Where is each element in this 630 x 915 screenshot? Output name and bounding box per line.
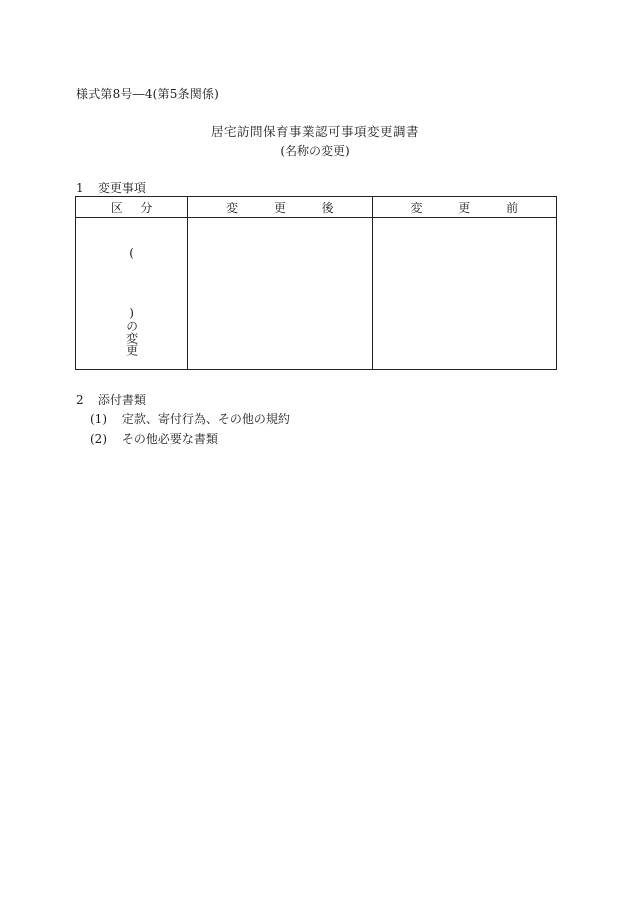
table-header-row xyxy=(76,197,557,218)
section-number: 1 xyxy=(76,181,84,195)
document-title: 居宅訪問保育事業認可事項変更調書 xyxy=(210,124,419,139)
header-char: 変 xyxy=(226,200,239,215)
close-text: )の変更 xyxy=(124,306,139,356)
header-before xyxy=(372,197,556,218)
section-title: 添付書類 xyxy=(97,393,146,407)
item-number: (1) xyxy=(90,412,107,426)
document-subtitle: (名称の変更) xyxy=(280,144,350,158)
changes-table xyxy=(75,196,557,370)
header-char: 変 xyxy=(410,200,423,215)
header-char: 前 xyxy=(506,200,519,215)
item-number: (2) xyxy=(90,432,107,446)
section-2-heading xyxy=(76,391,146,408)
category-cell xyxy=(76,218,188,370)
table-row xyxy=(76,218,557,370)
list-item xyxy=(90,410,290,427)
list-item xyxy=(90,430,218,447)
after-value-cell[interactable] xyxy=(188,218,372,370)
category-vertical-text xyxy=(126,246,138,356)
section-title: 変更事項 xyxy=(97,181,146,195)
header-char: 更 xyxy=(273,200,286,215)
section-1-heading xyxy=(76,179,146,196)
header-char: 更 xyxy=(458,200,471,215)
section-number: 2 xyxy=(76,393,84,407)
open-paren: ( xyxy=(124,246,139,260)
form-number: 様式第8号―4(第5条関係) xyxy=(76,87,220,101)
header-category xyxy=(76,197,188,218)
item-text: 定款、寄付行為、その他の規約 xyxy=(121,412,290,426)
header-char: 分 xyxy=(140,200,153,215)
header-char: 区 xyxy=(110,200,123,215)
header-after xyxy=(188,197,372,218)
before-value-cell[interactable] xyxy=(372,218,556,370)
item-text: その他必要な書類 xyxy=(121,432,218,446)
header-char: 後 xyxy=(321,200,334,215)
